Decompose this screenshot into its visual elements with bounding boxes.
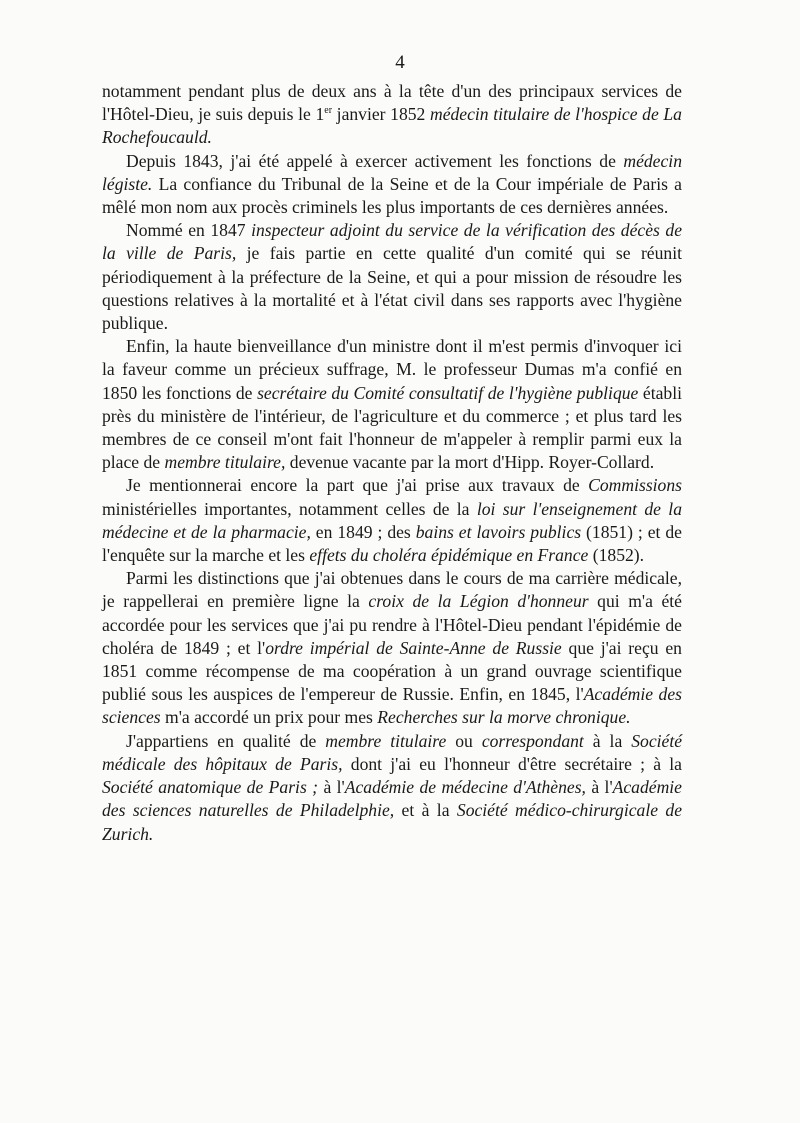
body-text — [102, 80, 682, 846]
italic-text: Société anatomique de Paris ; — [102, 777, 319, 798]
italic-text: croix de la Légion d'honneur — [368, 591, 589, 612]
text-run: (1852). — [588, 545, 645, 566]
italic-text: Académie des sciences — [102, 684, 683, 728]
text-run: je fais partie en cette qualité d'un comité qui se réunit périodiquement à la préfecture de la Seine, et qui a pour mission de résoudre les questions relatives à la mortalité et à l'état civil dans ses rapports avec l'hygiène publique. — [102, 243, 682, 334]
text-run: La confiance du Tribunal de la Seine et de la Cour impériale de Paris a mêlé mon nom aux procès criminels les plus importants de ces dernières années. — [102, 173, 682, 218]
text-run: Enfin, la haute bienveillance d'un ministre dont il m'est permis d'invoquer ici la faveur comme un précieux suffrage, M. le professeur Dumas m'a confié en 1850 les fonctions de — [102, 336, 682, 403]
text-run: (1851) ; et de l'enquête sur la marche et les — [102, 521, 682, 566]
paragraph — [102, 219, 682, 335]
italic-text: Académie des sciences naturelles de Philadelphie, — [102, 777, 682, 821]
text-run: à l' — [585, 777, 613, 798]
italic-text: médecin légiste. — [102, 150, 682, 194]
italic-text: secrétaire du Comité consultatif de l'hygiène publique — [257, 382, 639, 403]
text-run: Je mentionnerai encore la part que j'ai prise aux travaux de — [126, 475, 589, 496]
paragraph — [102, 335, 682, 474]
text-run: notamment pendant plus de deux ans à la tête d'un des principaux services de l'Hôtel-Dieu, je suis depuis le 1 — [102, 81, 682, 125]
text-run: Depuis 1843, j'ai été appelé à exercer activement les fonctions de — [126, 150, 624, 171]
text-run: m'a accordé un prix pour mes — [160, 707, 378, 728]
text-run: Parmi les distinctions que j'ai obtenues dans le cours de ma carrière médicale, je rappellerai en première ligne la — [102, 568, 682, 612]
text-run: à l' — [318, 777, 345, 798]
text-run: en 1849 ; des — [310, 521, 416, 542]
text-run: que j'ai reçu en 1851 comme récompense de ma coopération à un grand ouvrage scientifique publié sous les auspices de l'empereur de Russie. Enfin, en 1845, l' — [102, 637, 682, 705]
italic-text: effets du choléra épidémique en France — [309, 545, 589, 566]
italic-text: Commissions — [588, 475, 682, 496]
text-run: dont j'ai eu l'honneur d'être secrétaire ; à la — [342, 753, 682, 774]
italic-text: correspondant — [481, 730, 584, 751]
paragraph — [102, 474, 682, 567]
text-run: et à la — [394, 800, 457, 821]
text-run: Nommé en 1847 — [126, 220, 252, 241]
italic-text: Recherches sur la morve chronique. — [377, 707, 631, 728]
paragraph — [102, 80, 682, 150]
text-run: à la — [583, 730, 632, 751]
text-run: ministérielles importantes, notamment celles de la — [102, 498, 477, 519]
superscript: er — [324, 105, 333, 117]
italic-text: loi sur l'enseignement de la médecine et de la pharmacie, — [102, 498, 682, 542]
text-run: J'appartiens en qualité de — [126, 730, 326, 751]
italic-text: médecin titulaire de l'hospice de La Rochefoucauld. — [102, 104, 682, 148]
paragraph — [102, 567, 682, 729]
italic-text: ordre impérial de Sainte-Anne de Russie — [265, 637, 562, 658]
italic-text: bains et lavoirs publics — [415, 521, 582, 542]
italic-text: inspecteur adjoint du service de la vérification des décès de la ville de Paris, — [102, 220, 682, 264]
paragraph — [102, 730, 682, 846]
page-number: 4 — [395, 52, 405, 73]
text-run: qui m'a été accordée pour les services que j'ai pu rendre à l'Hôtel-Dieu pendant l'épidémie de choléra de 1849 ; et l' — [102, 591, 682, 658]
italic-text: Société médico-chirurgicale de Zurich. — [102, 800, 683, 844]
text-run: devenue vacante par la mort d'Hipp. Royer-Collard. — [285, 452, 655, 473]
paragraph — [102, 150, 682, 220]
text-run: janvier 1852 — [332, 104, 430, 125]
italic-text: Académie de médecine d'Athènes, — [344, 777, 586, 798]
italic-text: membre titulaire — [325, 730, 447, 751]
italic-text: Société médicale des hôpitaux de Paris, — [102, 730, 683, 774]
text-run: établi près du ministère de l'intérieur, de l'agriculture et du commerce ; et plus tard les membres de ce conseil m'ont fait l'honneur de m'appeler à remplir parmi eux la place de — [102, 382, 682, 473]
italic-text: membre titulaire, — [164, 452, 286, 473]
text-run: ou — [446, 730, 482, 751]
